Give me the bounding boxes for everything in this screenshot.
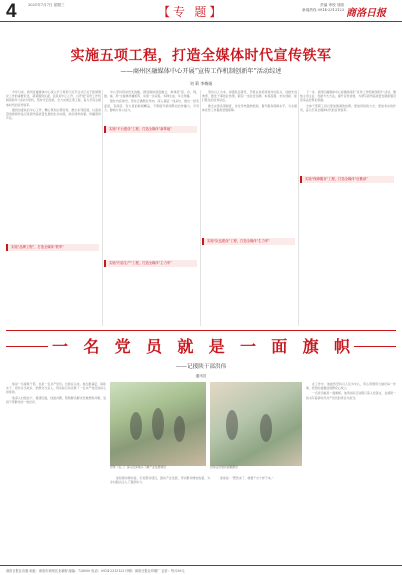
- headline-character: 员: [145, 337, 162, 356]
- issue-date: 2021年7月7日 星期三: [28, 3, 65, 7]
- person-figure: [174, 416, 185, 442]
- headline-character: 名: [83, 337, 100, 356]
- article2-column-3: [214, 476, 304, 566]
- news-photo-2: [210, 382, 302, 466]
- section-tag: 【专 题】: [158, 5, 225, 19]
- article1-column-3: [202, 90, 297, 328]
- paragraph: 坚持以人为本，加强队伍建设，开展业务培训和岗位练兵，选树先进典型，激发干事创业热情，锻造一支政治过硬、本领高强、求实创新、能打胜仗的宣传队伍。: [202, 90, 297, 103]
- contact-line: 新闻热线 0914-2313123: [302, 8, 344, 12]
- newspaper-logo: 商洛日报: [346, 8, 386, 19]
- page-header: [0, 0, 402, 22]
- headline-rule-left: [6, 346, 48, 347]
- paragraph: 他是一名援陕干部，也是一名共产党员。自到任以来，他扎根基层，真抓实干，把异乡当故乡，把群众当亲人，用实际行动诠释了一名共产党员的初心和使命。: [6, 382, 106, 395]
- column-divider: [102, 90, 103, 326]
- paragraph: 中心坚持移动优先战略，推进媒体深度融合，构建起“报、台、网、微、端、屏”全媒体传播矩阵，实现一次采集、多种生成、多元传播。: [104, 90, 199, 99]
- article1-column-1: [6, 90, 101, 328]
- paragraph: 下一步，商州区融媒体中心将继续深化“宣传工作机制创新年”活动，聚焦主责主业，创新方式方法，提升宣传质效，为谱写商州高质量发展新篇章营造良好舆论氛围。: [300, 90, 396, 103]
- article2-column-4: [306, 382, 396, 562]
- article1-byline: 刘 莉 李梅娟: [189, 81, 213, 86]
- headline-character: 一: [239, 337, 256, 356]
- article1-column-4: [300, 90, 396, 328]
- editors-info: [262, 3, 344, 13]
- article2-column-1: [6, 382, 106, 562]
- person-figure: [260, 414, 272, 442]
- article1-headline: 实施五项工程，打造全媒体时代宣传铁军: [70, 48, 332, 64]
- editors-line: 责编 审校 划版: [320, 3, 344, 7]
- article1-subhead: 实施“内容生产”工程，打造全媒体“主力军”: [104, 260, 197, 267]
- person-figure: [152, 408, 164, 440]
- news-photo-1: [110, 382, 206, 466]
- article2-column-2: [110, 476, 210, 566]
- article1-subheadline: ——商州区融媒体中心开展“宣传工作机制创新年”活动综述: [120, 68, 282, 75]
- headline-character: 党: [114, 337, 131, 356]
- headline-character: 就: [177, 337, 194, 356]
- article2-headline-row: [0, 337, 402, 357]
- person-figure: [226, 410, 238, 440]
- paragraph: 他常说：“既然来了，就要干出个样子来。”: [220, 476, 274, 480]
- page-footer: [0, 565, 402, 575]
- article2-byline: 通讯员: [195, 374, 207, 378]
- paragraph: 强化内容建设，坚持正确舆论导向，深入基层一线采访，推出一批有温度、有深度、有力度的新闻精品，不断提升新闻舆论的传播力、引导力、影响力和公信力。: [104, 99, 199, 112]
- headline-rule-right: [354, 346, 396, 347]
- footer-text: 商洛日报社出版 地址：商洛市商州区北新街 邮编：726000 电话：0914-2313123 印刷：商洛日报社印刷厂 定价：每月36元: [6, 569, 185, 573]
- headline-character: 旗: [302, 337, 319, 356]
- photo-caption-2: 洪伟走访慰问困难群众: [210, 465, 238, 469]
- headline-character: 帜: [333, 337, 350, 356]
- column-divider: [200, 90, 201, 326]
- column-divider: [298, 90, 299, 326]
- person-figure: [130, 412, 142, 440]
- headline-character: 一: [52, 337, 69, 356]
- paragraph: 在工作中，他始终坚持以人民为中心，用心用情用力做好每一件事，把党的温暖送到群众心坎上。: [306, 382, 396, 391]
- paragraph: 全体干部职工将以更加饱满的热情、更加昂扬的斗志、更加务实的作风，奋力打造全媒体时代的宣传铁军。: [300, 103, 396, 112]
- paragraph: 一名党员就是一面旗帜。他用实际行动践行着入党誓言，在援陕一线书写着新时代共产党员的责任与担当。: [306, 391, 396, 400]
- article1-subhead: 实施“队伍建设”工程，打造全媒体“生力军”: [202, 238, 295, 245]
- article1-subhead: 实施“平台建设”工程，打造全媒体“新阵地”: [104, 126, 197, 133]
- paragraph: 他积极协调对接，引进帮扶项目，推动产业发展，带动群众增收致富，为乡村振兴注入了强劲动力。: [110, 476, 210, 485]
- article2-subheadline: ——记援陕干部洪伟: [175, 364, 227, 370]
- headline-character: 是: [208, 337, 225, 356]
- paragraph: 健全完善各项制度，优化考核激励机制，提升服务保障水平，为全媒体宣传工作提供坚强保障。: [202, 103, 297, 112]
- page-number: 4: [6, 1, 17, 22]
- paragraph: 今年以来，商州区融媒体中心深入学习贯彻习近平总书记关于新闻舆论工作的重要论述，紧紧围绕区委、区政府中心工作，以开展“宣传工作机制创新年”活动为契机，坚持守正创新，全力实施五项工程，着力打造全媒体时代的宣传铁军。: [6, 90, 101, 107]
- paragraph: 围绕党委政府中心工作，精心策划主题宣传，推出系列报道，以高质量的新闻作品记录商州高质量发展的生动实践，讲好商州故事，传播商州声音。: [6, 107, 101, 121]
- section-divider: [6, 330, 396, 331]
- article1-subhead: 实施“品牌工程”，打造全媒体“铁军”: [6, 244, 99, 251]
- photo-caption-1: 洪伟（右二）深入田间地头了解产业发展情况: [110, 465, 166, 469]
- article2-headline: [52, 337, 350, 357]
- headline-character: 面: [271, 337, 288, 356]
- article1-subhead: 实施“保障服务”工程，打造全媒体“后勤部”: [300, 176, 394, 183]
- paragraph: 他深入村组农户，摸清底数，找准问题，帮助群众解决急难愁盼问题，受到干部群众的一致好评。: [6, 395, 106, 404]
